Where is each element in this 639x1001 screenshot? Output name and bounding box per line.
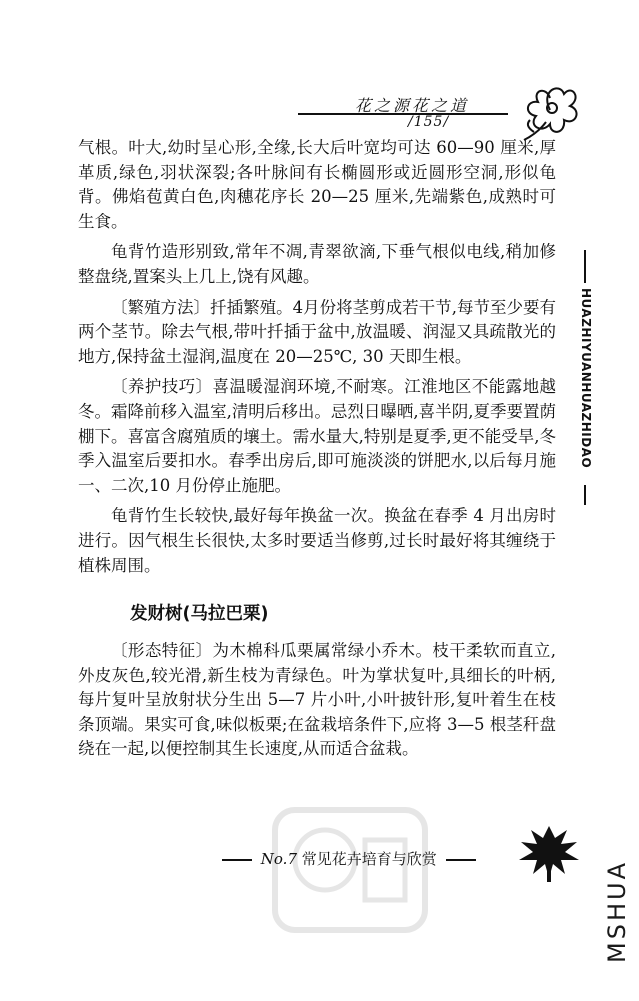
paragraph: 气根。叶大,幼时呈心形,全缘,长大后叶宽均可达 60—90 厘米,厚革质,绿色,羽状深裂;各叶脉间有长椭圆形或近圆形空洞,形似龟背。佛焰苞黄白色,肉穗花序长 20—25 厘米,先端紫色,成熟时可生食。	[78, 138, 556, 231]
footer-dash-right	[446, 859, 476, 861]
paragraph: 〔繁殖方法〕扦插繁殖。4月份将茎剪成若干节,每节至少要有两个茎节。除去气根,带叶扦插于盆中,放温暖、润湿又具疏散光的地方,保持盆土湿润,温度在 20—25℃, 30 天即生根。	[78, 297, 556, 366]
running-footer	[218, 848, 558, 869]
paragraph: 龟背竹造形别致,常年不凋,青翠欲滴,下垂气根似电线,稍加修整盘绕,置案头上几上,饶有风趣。	[78, 242, 556, 286]
watermark-text: MSHUA	[603, 860, 631, 963]
running-header-title: 花之源花之道	[355, 96, 470, 115]
header-rule	[298, 113, 508, 115]
background-seal-watermark	[265, 800, 435, 940]
series-title: 常见花卉培育与欣赏	[301, 850, 437, 868]
flower-icon	[520, 80, 582, 142]
paragraph: 〔形态特征〕为木棉科瓜栗属常绿小乔木。枝干柔软而直立,外皮灰色,较光滑,新生枝为青绿色。叶为掌状复叶,具细长的叶柄,每片复叶呈放射状分生出 5—7 片小叶,小叶披针形,复叶着生在枝条顶端。果实可食,味似板栗;在盆栽培条件下,应将 3—5 根茎秆盘绕在一起,以便控制其生长速度,从而适合盆栽。	[78, 641, 556, 759]
section-heading: 发财树(马拉巴栗)	[130, 604, 269, 625]
side-rule-top	[584, 250, 586, 283]
body-text	[78, 136, 556, 762]
page-number: /155/	[408, 114, 450, 130]
side-rule-bottom	[584, 485, 586, 505]
side-label: HUAZHIYUANHUAZHIDAO	[579, 288, 593, 469]
tree-icon	[515, 820, 583, 882]
paragraph: 〔养护技巧〕喜温暖湿润环境,不耐寒。江淮地区不能露地越冬。霜降前移入温室,清明后移出。忌烈日曝晒,喜半阴,夏季要置荫棚下。喜富含腐殖质的壤土。需水量大,特别是夏季,更不能受旱,冬季入温室后要扣水。春季出房后,即可施淡淡的饼肥水,以后每月施一、二次,10 月份停止施肥。	[78, 377, 556, 495]
paragraph: 龟背竹生长较快,最好每年换盆一次。换盆在春季 4 月出房时进行。因气根生长很快,太多时要适当修剪,过长时最好将其缠绕于植株周围。	[78, 506, 556, 575]
footer-dash-left	[222, 859, 252, 861]
series-number: No.7	[260, 850, 297, 868]
